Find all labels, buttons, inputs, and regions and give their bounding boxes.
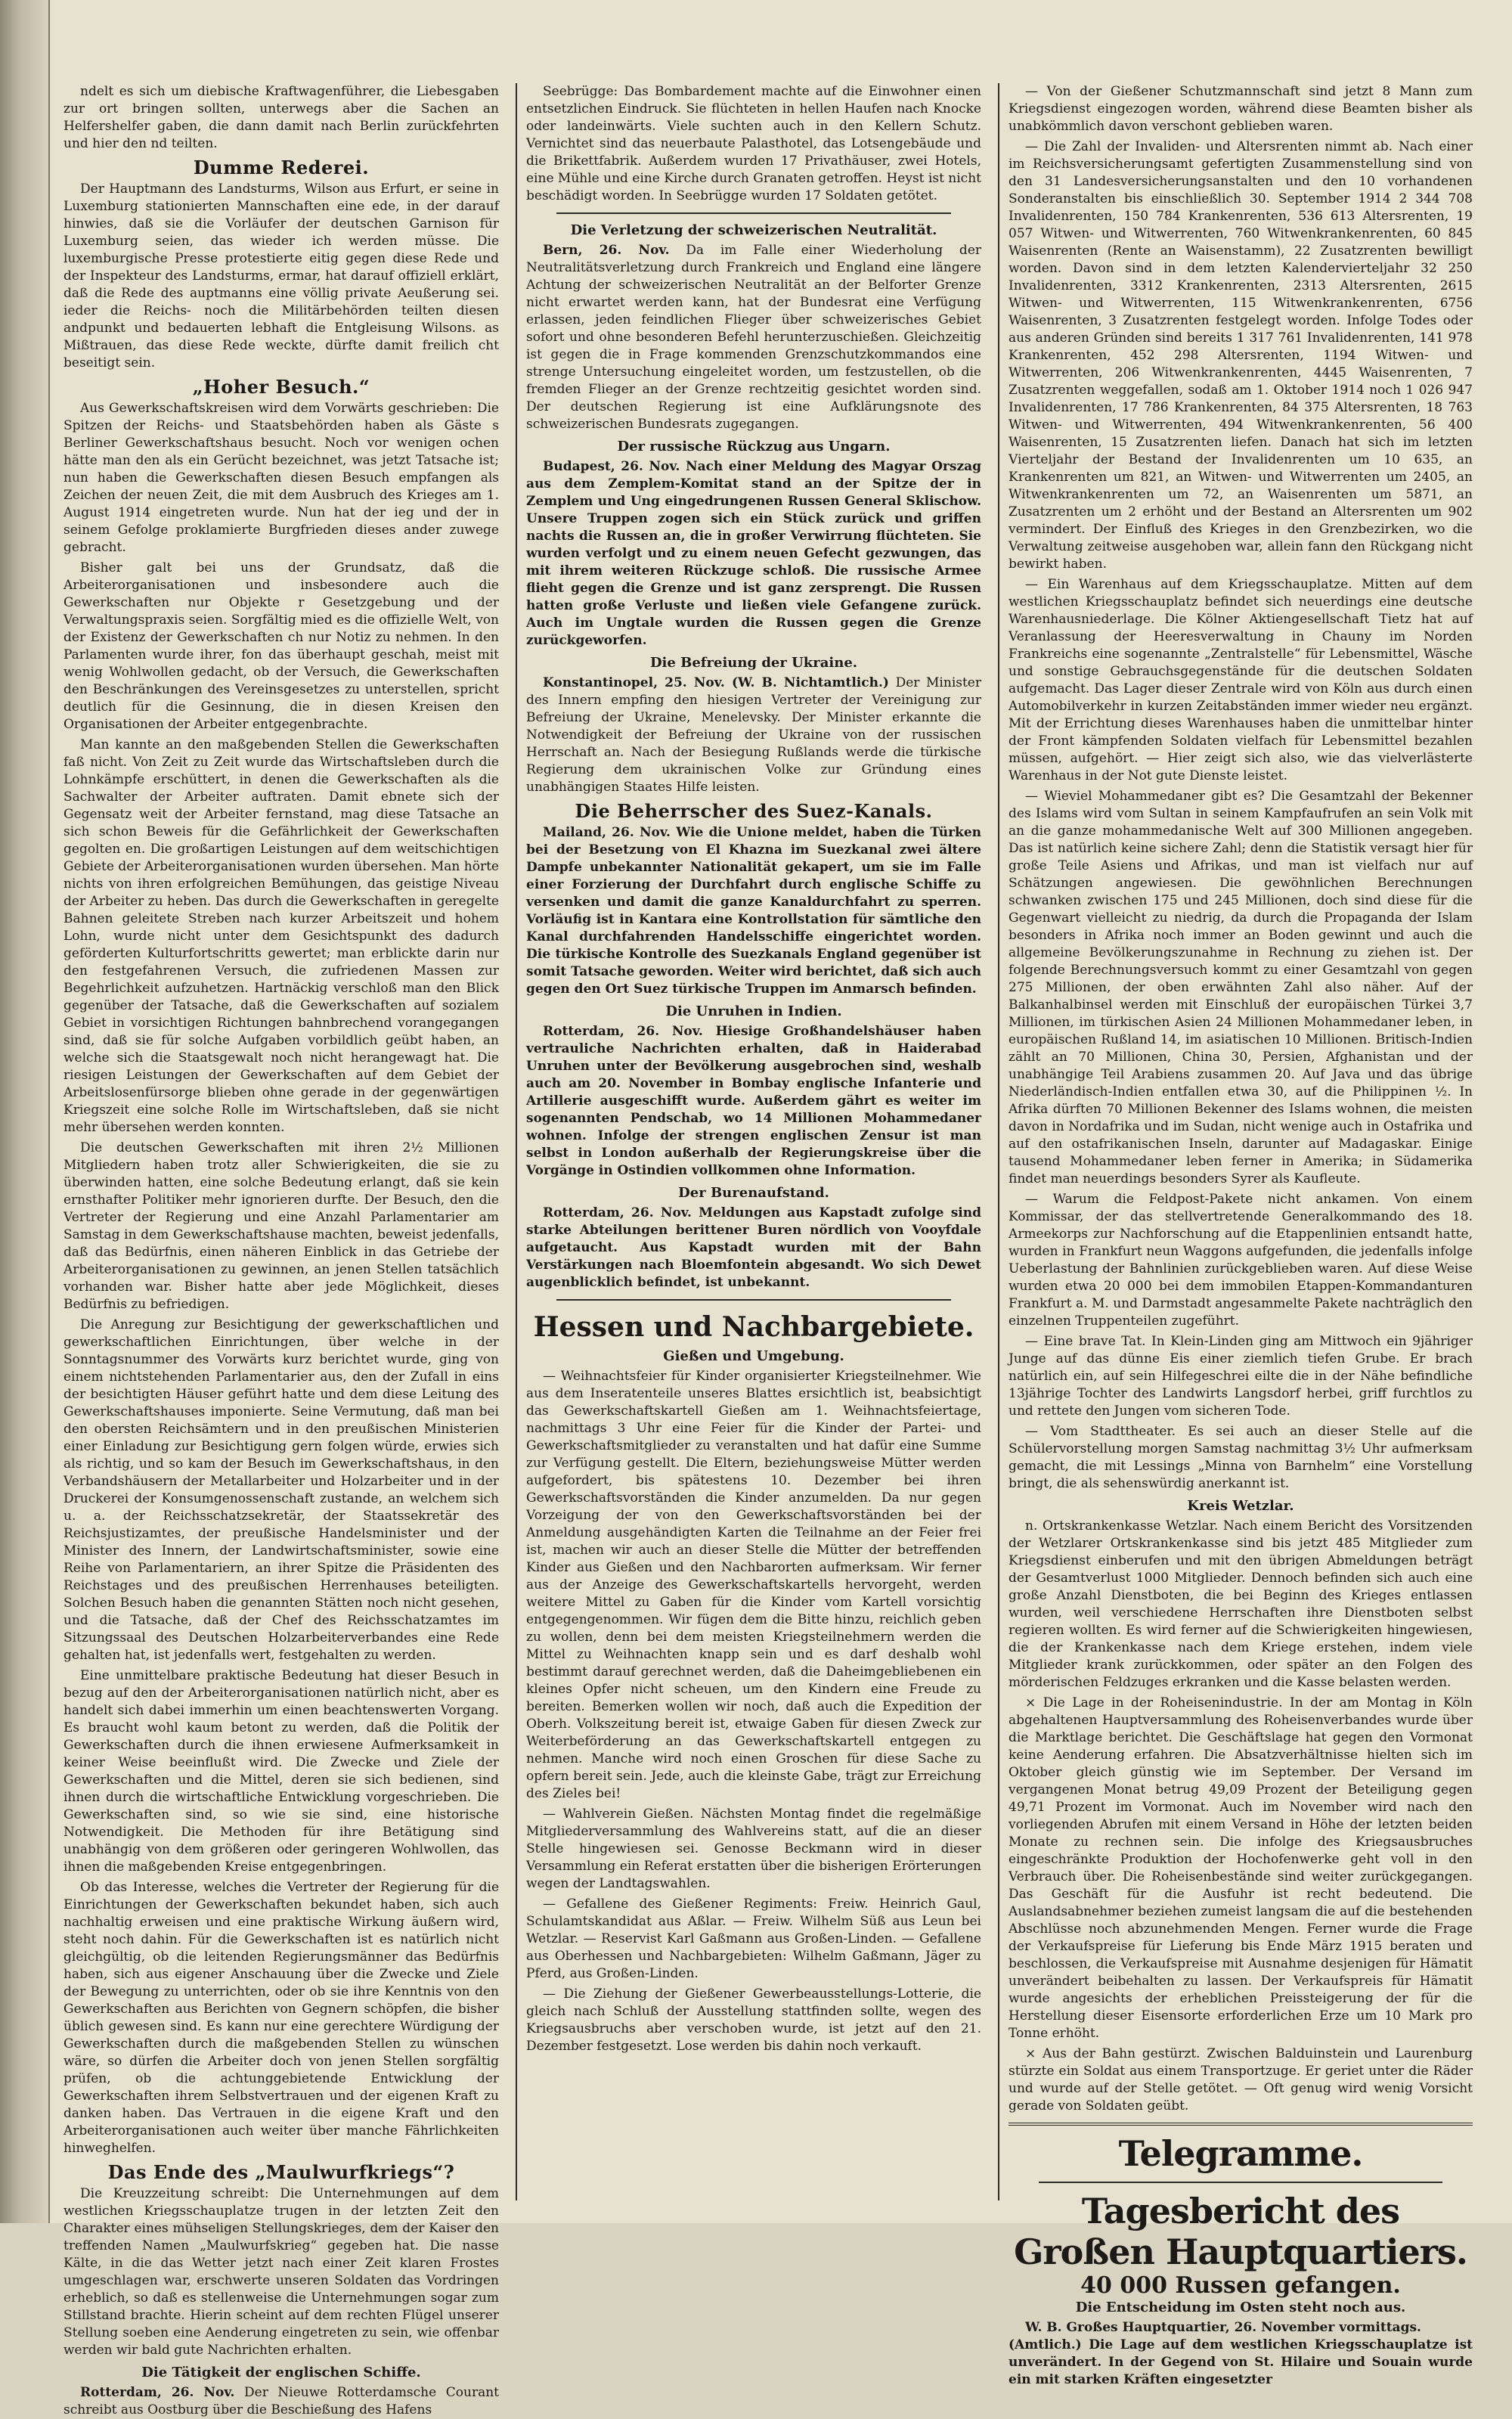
headline-schweiz-neutralitaet: Die Verletzung der schweizerischen Neutralität.	[570, 222, 937, 238]
article-text: Hiesige Großhandelshäuser haben vertrauliche Nachrichten erhalten, daß in Haiderabad Unruhen unter der Bevölkerung ausgebrochen sind, weshalb auch am 20. November in Bombay englische Infanterie und Artillerie ausgeschifft wurde. Außerdem gährt es weiter im sogenannten Pendschab, wo 14 Millionen Mohammedaner wohnen. Infolge der strengen englischen Zensur ist man selbst in London außerhalb der Regierungskreise über die Vorgänge in Ostindien vollkommen ohne Information.	[526, 1024, 981, 1178]
article-paragraph	[1009, 2319, 1473, 2389]
article-paragraph	[526, 1205, 981, 1292]
column-middle	[516, 83, 990, 2200]
section-heading-hessen: Hessen und Nachbargebiete.	[533, 1311, 974, 1343]
article-paragraph	[526, 675, 981, 796]
divider	[556, 212, 951, 214]
local-news-item: — Ein Warenhaus auf dem Kriegsschauplatze. Mitten auf dem westlichen Kriegsschauplatz befindet sich neuerdings eine deutsche Warenhausniederlage. Die Kölner Aktiengesellschaft Tietz hat auf Veranlassung der Heeresverwaltung in Chauny im Norden Frankreichs eine sogenannte „Zentralstelle“ für Lebensmittel, Wäsche und sonstige Gebrauchsgegenstände für die deutschen Soldaten aufgemacht. Das Lager dieser Zentrale wird von Köln aus durch einen Automobilverkehr in kurzen Zeitabständen immer wieder neu ergänzt. Mit der Errichtung dieses Warenhauses haben die unmittelbar hinter der Front kämpfenden Soldaten vielfach für Lebensmittel bezahlen müssen, aufgehört. — Hier zeigt sich also, wie das vielverlästerte Warenhaus in der Not gute Dienste leistet.	[1009, 577, 1473, 783]
article-paragraph: Aus Gewerkschaftskreisen wird dem Vorwärts geschrieben: Die Spitzen der Reichs- und Staatsbehörden haben als Gäste s Berliner Gewerkschaftshaus besucht. Noch vor wenigen ochen hätte man den als ein Gerücht bezeichnet, was jetzt Tatsache ist; nun haben die Gewerkschaften diesen Besuch empfangen als Zeichen der neuen Zeit, die mit dem Ausbruch des Krieges am 1. August 1914 eingetreten wurde. Nun hat der ieg und der in seinem Gefolge proklamierte Burgfrieden dieses ander zuwege gebracht.	[64, 401, 499, 555]
article-paragraph: Die Kreuzzeitung schreibt: Die Unternehmungen auf dem westlichen Kriegsschauplatze trugen in der letzten Zeit den Charakter eines mühseligen Stellungskrieges, dem der Kaiser den treffenden Namen „Maulwurfskrieg“ gegeben hat. Die nasse Kälte, in die das Wetter jetzt nach einer Zeit klaren Frostes umgeschlagen war, erschwerte unseren Soldaten das Vordringen erheblich, so daß es stellenweise die Unternehmungen sogar zum Stillstand brachte. Hierin scheint auf dem rechten Flügel unserer Stellung soeben eine Aenderung eingetreten zu sein, wie offenbar werden wir bald gute Nachrichten erhalten.	[64, 2186, 499, 2358]
article-paragraph	[64, 2384, 499, 2419]
dateline: Konstantinopel, 25. Nov. (W. B. Nichtamtlich.)	[543, 675, 889, 690]
article-text: Nach einer Meldung des Magyar Orszag aus dem Zemplem-Komitat stand an der Spitze der in Zemplem und Ung eingedrungenen Russen General Sklischow. Unsere Truppen zogen sich ein Stück zurück und griffen nachts die Russen an, die in großer Verwirrung flüchteten. Sie wurden verfolgt und zu einem neuen Gefecht gezwungen, das mit ihrem weiteren Rückzuge schloß. Die russische Armee flieht gegen die Grenze und ist ganz zersprengt. Die Russen hatten große Verluste und ließen viele Gefangene zurück. Auch im Ungtale wurden die Russen gegen die Grenze zurückgeworfen.	[526, 459, 982, 648]
dateline: Mailand, 26. Nov.	[543, 825, 671, 840]
divider	[1009, 2123, 1473, 2126]
local-news-item: — Eine brave Tat. In Klein-Linden ging am Mittwoch ein 9jähriger Junge auf das dünne Eis einer ziemlich tiefen Grube. Er brach natürlich ein, auf sein Hilfegeschrei eilte die in der Nähe befindliche 13jährige Tochter des Landwirts Langsdorf herbei, griff furchtlos zu und rettete den Jungen vom sicheren Tode.	[1009, 1334, 1473, 1419]
column-right	[998, 83, 1482, 2387]
article-text: Meldungen aus Kapstadt zufolge sind starke Abteilungen berittener Buren nördlich von Vooyfdale aufgetaucht. Aus Kapstadt wurden mit der Bahn Verstärkungen nach Bloemfontein abgesandt. Wo sich Dewet augenblicklich befindet, ist unbekannt.	[526, 1205, 981, 1290]
local-news-item: — Vom Stadttheater. Es sei auch an dieser Stelle auf die Schülervorstellung morgen Samstag nachmittag 3½ Uhr aufmerksam gemacht, die mit Lessings „Minna von Barnhelm“ eine Vorstellung bringt, die als sehenswürdig anerkannt ist.	[1009, 1424, 1473, 1491]
headline-hoher-besuch: „Hoher Besuch.“	[192, 376, 370, 398]
local-news-item: — Die Ziehung der Gießener Gewerbeausstellungs-Lotterie, die gleich nach Schluß der Ausstellung stattfinden sollte, wegen des Kriegsausbruchs aber verschoben wurde, ist jetzt auf den 21. Dezember festgesetzt. Lose werden bis dahin noch verkauft.	[526, 1986, 981, 2054]
headline-dumme-rederei: Dumme Rederei.	[193, 157, 370, 178]
divider	[1039, 2182, 1442, 2183]
article-paragraph	[526, 824, 981, 998]
article-paragraph: Die deutschen Gewerkschaften mit ihren 2½ Millionen Mitgliedern haben trotz aller Schwierigkeiten, die sie zu überwinden hatten, eine solche Bedeutung erlangt, daß sie kein ernsthafter Politiker mehr ignorieren durfte. Der Besuch, den die Vertreter der Regierung und eine Anzahl Parlamentarier am Samstag in dem Gewerkschaftshause machten, beweist jedenfalls, daß das Bedürfnis, einen näheren Einblick in das Getriebe der Arbeiterorganisationen zu gewinnen, an jenen Stellen tatsächlich vorhanden war. Bisher hatte aber jede Möglichkeit, dieses Bedürfnis zu befriedigen.	[64, 1140, 499, 1312]
headline-suez-kanal: Die Beherrscher des Suez-Kanals.	[575, 800, 933, 822]
local-news-item: — Wieviel Mohammedaner gibt es? Die Gesamtzahl der Bekenner des Islams wird vom Sultan in seinem Kampfaufrufen an sein Volk mit an die ganze mohammedanische Welt auf 300 Millionen angegeben. Das ist natürlich keine sichere Zahl; denn die Statistik versagt hier für große Teile Asiens und Afrikas, und man ist vielfach nur auf Schätzungen angewiesen. Die gewöhnlichen Berechnungen schwanken zwischen 175 und 245 Millionen, doch sind diese für die Gegenwart vielleicht zu niedrig, da durch die Propaganda der Islam besonders in Afrika noch immer an Boden gewinnt und auch die allgemeine Bevölkerungszunahme in Rechnung zu ziehen ist. Der folgende Berechnungsversuch kommt zu einer Gesamtzahl von gegen 275 Millionen, der oben erwähnten Zahl also näher. Auf der Balkanhalbinsel werden mit Einschluß der europäischen Türkei 3,7 Millionen, im türkischen Asien 24 Millionen Mohammedaner leben, in europäischen Rußland 14, im asiatischen 10 Millionen. Britisch-Indien zählt an 70 Millionen, China 30, Persien, Afghanistan und der unabhängige Teil Arabiens zusammen 20. Auf Java und das übrige Niederländisch-Indien entfallen etwa 30, auf die Philippinen ½. In Afrika dürften 70 Millionen Bekenner des Islams wohnen, die meisten davon in Nordafrika und im Sudan, nicht wenige auch in Ostafrika und auf den ostafrikanischen Inseln, darunter auf Madagaskar. Einige tausend Mohammedaner leben ferner in Amerika; in Südamerika findet man neuerdings besonders Syrer als Kaufleute.	[1009, 789, 1473, 1186]
headline-russischer-rueckzug: Der russische Rückzug aus Ungarn.	[617, 439, 891, 454]
local-news-item: — Die Zahl der Invaliden- und Altersrenten nimmt ab. Nach einer im Reichsversicherungsamt gefertigten Zusammenstellung sind von den 31 Landesversicherungsanstalten und den 10 vorhandenen Sonderanstalten bis einschließlich 30. September 1914 2 344 708 Invalidenrenten, 150 784 Krankenrenten, 536 613 Altersrenten, 19 057 Witwen- und Witwerrenten, 760 Witwenkrankenrenten, 60 845 Waisenrenten (Rente an Waisenstamm), 22 Zusatzrenten bewilligt worden. Davon sind in dem letzten Kalendervierteljahr 32 250 Invalidenrenten, 3312 Krankenrenten, 2313 Altersrenten, 2615 Witwen- und Witwerrenten, 115 Witwenkrankenrenten, 6756 Waisenrenten, 3 Zusatzrenten festgelegt worden. Infolge Todes oder aus anderen Gründen sind bereits 1 317 761 Invalidenrenten, 141 978 Krankenrenten, 452 298 Altersrenten, 1194 Witwen- und Witwerrenten, 206 Witwenkrankenrenten, 4445 Waisenrenten, 7 Zusatzrenten weggefallen, sodaß am 1. Oktober 1914 noch 1 026 947 Invalidenrenten, 17 786 Krankenrenten, 84 375 Altersrenten, 18 763 Witwen- und Witwerrenten, 494 Witwenkrankenrenten, 56 400 Waisenrenten, 15 Zusatzrenten liefen. Danach hat sich im letzten Vierteljahr der Bestand der Invalidenrenten um 10 635, an Krankenrenten um 821, an Witwen- und Witwerrenten um 2405, an Witwenkrankenrenten um 72, an Waisenrenten um 5871, an Zusatzrenten um 2 erhöht und der Bestand an Altersrenten um 902 vermindert. Der Einfluß des Krieges in den Grenzbezirken, wo die Verwaltung zeitweise ausgehoben war, allein fann den Rückgang nicht bewirkt haben.	[1009, 139, 1473, 572]
article-paragraph: Eine unmittelbare praktische Bedeutung hat dieser Besuch in bezug auf den der Arbeiterorganisationen natürlich nicht, aber es handelt sich dabei immerhin um einen beachtenswerten Vorgang. Es braucht wohl kaum betont zu werden, daß die Politik der Gewerkschaften durch die ihnen erwiesene Aufmerksamkeit in keiner Weise beeinflußt wird. Die Zwecke und Ziele der Gewerkschaften und die Mittel, deren sie sich bedienen, sind ihnen durch die wirtschaftliche Entwicklung vorgeschrieben. Die Gewerkschaften sind, so wie sie sind, eine historische Notwendigkeit. Die Methoden für ihre Betätigung sind unabhängig von dem größeren oder geringeren Wohlwollen, das ihnen die maßgebenden Kreise entgegenbringen.	[64, 1668, 499, 1875]
headline-unruhen-indien: Die Unruhen in Indien.	[665, 1003, 842, 1019]
article-fragment: ndelt es sich um diebische Kraftwagenführer, die Liebesgaben zur ort bringen sollten, unterwegs aber die Sachen an Helfershelfer gaben, die dann damit nach Berlin zurückfehrten und hier den nd teilten.	[64, 84, 499, 151]
headline-telegramme: Telegramme.	[1118, 2133, 1363, 2174]
article-text: Wie die Unione meldet, haben die Türken bei der Besetzung von El Khazna im Suezkanal zwei ältere Dampfe unbekannter Nationalität gekapert, um sie im Falle einer Forzierung der Durchfahrt durch englische Schiffe zu versenken und damit die ganze Kanaldurchfahrt zu sperren. Vorläufig ist in Kantara eine Kontrollstation für sämtliche den Kanal durchfahrenden Handelsschiffe eingerichtet worden. Die türkische Kontrolle des Suezkanals England gegenüber ist somit Tatsache geworden. Weiter wird berichtet, daß sich auch gegen den Ort Suez türkische Truppen im Anmarsch befinden.	[526, 825, 982, 997]
headline-englische-schiffe: Die Tätigkeit der englischen Schiffe.	[141, 2365, 421, 2380]
local-news-item: × Die Lage in der Roheisenindustrie. In der am Montag in Köln abgehaltenen Hauptversammlung des Roheisenverbandes wurde über die Marktlage berichtet. Die Geschäftslage hat gegen den Vormonat keine Aenderung erfahren. Die Absatzverhältnisse hielten sich im Oktober gleich günstig wie im September. Der Versand im vergangenen Monat betrug 49,09 Prozent der Beteiligung gegen 49,71 Prozent im Vormonat. Auch im November wird nach den vorliegenden Abrufen mit einem Versand in Höhe der letzten beiden Monate zu rechnen sein. Die infolge des Kriegsausbruches eingeschränkte Produktion der Hochofenwerke geht voll in den Verbrauch über. Die Roheisenbestände sind weiter zurückgegangen. Das Geschäft für die Ausfuhr ist recht bedeutend. Die Auslandsabnehmer beziehen zumeist langsam die auf die bestehenden Abschlüsse noch abzunehmenden Mengen. Ferner wurde die Frage der Verkaufspreise für Lieferung bis Ende März 1915 beraten und beschlossen, die Verkaufspreise mit Ausnahme desjenigen für Hämatit unverändert beibehalten zu lassen. Der Verkaufspreis für Hämatit wurde angesichts der erheblichen Preissteigerung der für die Herstellung dieser Eisensorte erforderlichen Erze um 10 Mark pro Tonne erhöht.	[1009, 1695, 1473, 2041]
headline-tagesbericht: Tagesbericht des Großen Hauptquartiers.	[1014, 2191, 1467, 2272]
local-news-item: × Aus der Bahn gestürzt. Zwischen Balduinstein und Laurenburg stürzte ein Soldat aus einem Transportzuge. Er geriet unter die Räder und wurde auf der Stelle getötet. — Oft genug wird wenig Vorsicht gerade von Soldaten geübt.	[1009, 2046, 1473, 2114]
article-paragraph	[526, 1023, 981, 1180]
local-news-item: — Gefallene des Gießener Regiments: Freiw. Heinrich Gaul, Schulamtskandidat aus Aßlar. — Freiw. Wilhelm Süß aus Leun bei Wetzlar. — Reservist Karl Gaßmann aus Großen-Linden. — Gefallene aus Oberhessen und Nachbargebieten: Wilhelm Gaßmann, Jäger zu Pferd, aus Großen-Linden.	[526, 1896, 981, 1981]
article-text: Der Nieuwe Rotterdamsche Courant schreibt aus Oostburg über die Beschießung des Hafens	[64, 2385, 499, 2417]
headline-entscheidung-osten: Die Entscheidung im Osten steht noch aus.	[1075, 2300, 1406, 2315]
headline-russen-gefangen: 40 000 Russen gefangen.	[1080, 2272, 1401, 2299]
article-paragraph: Die Anregung zur Besichtigung der gewerkschaftlichen und gewerkschaftlichen Einrichtungen, über welche in der Sonntagsnummer des Vorwärts kurz berichtet wurde, ging von einem nichtstehenden Parlamentarier aus, den der Zufall in eins der besichtigten Häuser geführt hatte und dem diese Leitung des Gewerkschaftshauses imponierte. Seine Vermutung, daß man bei den obersten Reichsämtern und in den preußischen Ministerien einer Einladung zur Besichtigung gern folgen würde, erwies sich als richtig, und so kam der Besuch im Gewerkschaftshaus, in den Verbandshäusern der Metallarbeiter und Holzarbeiter und in der Druckerei der Konsumgenossenschaft zustande, an welchem sich u. a. der Reichsschatzsekretär, der Staatssekretär des Reichsjustizamtes, der preußische Handelsminister und der Minister des Innern, der Landwirtschaftsminister, sowie eine Reihe von Parlamentariern, an ihrer Spitze die Präsidenten des Reichstages und des preußischen Herrenhauses beteiligten. Solchen Besuch haben die genannten Stätten noch nicht gesehen, und die Tatsache, daß der Chef des Reichsschatzamtes im Sitzungssaal des Deutschen Holzarbeiterverbandes eine Rede gehalten hat, ist jedenfalls wert, festgehalten zu werden.	[64, 1317, 499, 1663]
article-paragraph: Man kannte an den maßgebenden Stellen die Gewerkschaften faß nicht. Von Zeit zu Zeit wurde das Wirtschaftsleben durch die Lohnkämpfe erschüttert, in denen die Gewerkschaften als die Sachwalter der Arbeiter auftraten. Damit ebnete sich der Gegensatz weit der Arbeiter fernstand, mag diese Tatsache an sich schon Beweis für die Gefährlichkeit der Gewerkschaften gegolten en. Die großartigen Leistungen auf dem weitschichtigen Gebiete der Arbeiterorganisationen wurden übersehen. Man hörte nichts von ihren erfolgreichen Bemühungen, das geistige Niveau der Arbeiter zu heben. Das durch die Gewerkschaften in geregelte Bahnen geleitete Streben nach kurzer Arbeitszeit und hohem Lohn, wurde nicht unter dem Gesichtspunkt des dadurch geförderten Kulturfortschritts gewertet; man erblickte darin nur den festgefahrenen Versuch, die zufriedenen Massen zur Begehrlichkeit aufzuhetzen. Hartnäckig verschloß man den Blick gegenüber der Tatsache, daß die Gewerkschaften auf sozialem Gebiet in vorsichtigen Richtungen bahnbrechend vorangegangen sind, daß sie für solche Aufgaben vorbildlich geübt haben, an welche sich die Staatsgewalt noch nicht herangewagt hat. Die riesigen Leistungen der Gewerkschaften auf dem Gebiet der Arbeitslosenfürsorge blieben ohne gerade in der gegenwärtigen Kriegszeit eine solche Rolle im Wirtschaftsleben, daß sie nicht mehr übersehen werden konnten.	[64, 737, 499, 1135]
dateline: Bern, 26. Nov.	[543, 243, 670, 258]
article-paragraph: Ob das Interesse, welches die Vertreter der Regierung für die Einrichtungen der Gewerkschaften bekundet haben, sich auch nachhaltig erweisen und eine praktische Wirkung äußern wird, steht noch dahin. Für die Gewerkschaften ist es natürlich nicht gleichgültig, ob die leitenden Regierungsmänner das Bedürfnis haben, sich aus eigener Anschauung über die Zwecke und Ziele der Bewegung zu unterrichten, oder ob sie ihre Kenntnis von den Gewerkschaften aus Berichten von Gegnern schöpfen, die bisher üblich gewesen sind. Es kann nur eine gerechtere Würdigung der Gewerkschaften durch die maßgebenden Stellen zu wünschen wäre, so dürfen die Arbeiter doch von jenen Stellen sorgfältig prüfen, ob die achtunggebietende Entwicklung der Gewerkschaften ihrem Selbstvertrauen und der eigenen Kraft zu danken haben. Das Vertrauen in die eigene Kraft und den Arbeiterorganisationen auch weiter über manche Fährlichkeiten hinweghelfen.	[64, 1880, 499, 2156]
dateline: Rotterdam, 26. Nov.	[80, 2385, 235, 2400]
local-news-item: — Warum die Feldpost-Pakete nicht ankamen. Von einem Kommissar, der das stellvertretende Generalkommando des 18. Armeekorps zur Nachforschung auf die Etappenlinien entsandt hatte, wurden in Frankfurt neun Waggons aufgefunden, die jedenfalls infolge Ueberlastung der Bahnlinien zurückgeblieben waren. Auf diese Weise wurden etwa 20 000 bei dem immobilen Etappen-Kommandanturen Frankfurt a. M. und Darmstadt angesammelte Pakete nachträglich den einzelnen Truppenteilen zugeführt.	[1009, 1192, 1473, 1329]
local-news-item: n. Ortskrankenkasse Wetzlar. Nach einem Bericht des Vorsitzenden der Wetzlarer Ortskrankenkasse sind bis jetzt 485 Mitglieder zum Kriegsdienst einberufen und mit den übrigen Abmeldungen beträgt der Gesamtverlust 1000 Mitglieder. Dennoch befinden sich auch eine große Anzahl Dienstboten, die bei Beginn des Krieges entlassen wurden, weil verschiedene Herrschaften ihre Dienstboten selbst regieren wollten. Es wird ferner auf die Schwierigkeiten hingewiesen, die der Krankenkasse nach dem Kriege erstehen, indem viele Mitglieder krank zurückkommen, oder später an den Folgen des mörderischen Feldzuges erkranken und die Kasse belasten werden.	[1009, 1518, 1473, 1690]
page-binding-edge	[0, 0, 50, 2223]
column-left	[54, 83, 508, 2417]
headline-maulwurfkrieg: Das Ende des „Maulwurfkriegs“?	[107, 2161, 455, 2183]
article-fragment: Seebrügge: Das Bombardement machte auf die Einwohner einen entsetzlichen Eindruck. Sie flüchteten in hellen Haufen nach Knocke oder landeinwärts. Viele suchten auch in den Kellern Schutz. Vernichtet sind das neuerbaute Palasthotel, das Lotsengebäude und die Brikettfabrik. Außerdem wurden 17 Privathäuser, zwei Hotels, eine Mühle und eine Kirche durch Granaten getroffen. Heyst ist nicht beschädigt worden. In Seebrügge wurden 17 Soldaten getötet.	[526, 84, 981, 203]
article-text: (Amtlich.) Die Lage auf dem westlichen Kriegsschauplatze ist unverändert. In der Gegend von St. Hilaire und Souain wurde ein mit starken Kräften eingesetzter	[1009, 2337, 1473, 2387]
article-paragraph	[526, 242, 981, 433]
local-news-item: — Weihnachtsfeier für Kinder organisierter Kriegsteilnehmer. Wie aus dem Inseratenteile unseres Blattes ersichtlich ist, beabsichtigt das Gewerkschaftskartell Gießen am 1. Weihnachtsfeiertage, nachmittags 3 Uhr eine Feier für die Kinder der Partei- und Gewerkschaftsmitglieder zu veranstalten und hat dafür eine Summe zur Verfügung gestellt. Die Eltern, beziehungsweise Mütter werden aufgefordert, bis spätestens 10. Dezember bei ihren Gewerkschaftsvorständen die Kinder anzumelden. Da nur gegen Vorzeigung der von den Gewerkschaftsvorständen bei der Anmeldung ausgehändigten Karten die Teilnahme an der Feier frei ist, machen wir auch an dieser Stelle die Mütter der betreffenden Kinder aus Gießen und den Nachbarorten aufmerksam. Wir ferner aus der Anzeige des Gewerkschaftskartells hervorgeht, werden weitere Mittel zu Gaben für die Kinder vom Kartell vorsichtig entgegengenommen. Wir fügen dem die Bitte hinzu, reichlich geben zu wollen, denn bei dem meisten Kriegsteilnehmern werden die Mittel zu Weihnachten knapp sein und es darf deshalb wohl bestimmt darauf gerechnet werden, daß die Daheimgebliebenen ein kleines Opfer nicht scheuen, um den Kindern eine Freude zu bereiten. Bemerken wollen wir noch, daß auch die Expedition der Oberh. Volkszeitung bereit ist, etwaige Gaben für diesen Zweck zur Weiterbeförderung an das Gewerkschaftskartell entgegen zu nehmen. Manche wird noch einen Groschen für diese Sache zu opfern bereit sein. Jede, auch die kleinste Gabe, trägt zur Erreichung des Zieles bei!	[526, 1369, 981, 1801]
article-paragraph: Der Hauptmann des Landsturms, Wilson aus Erfurt, er seine in Luxemburg stationierten Mannschaften eine ede, in der darauf hinwies, daß sie die Vorläufer der deutschen Garnison für Luxemburg seien, das wieder ich werden müsse. Die luxemburgische Presse protestierte eitig gegen diese Rede und der Inspekteur des Landsturms, ermar, hat darauf offiziell erklärt, daß die Rede des auptmanns eine völlig private Aeußerung sei. ieder die Reichs- noch die Militärbehörden teilten diesen andpunkt und bedauerten lebhaft die Entgleisung Wilsons. as Mißtrauen, das diese Rede weckte, dürfte damit freilich cht beseitigt sein.	[64, 181, 499, 371]
local-news-item: — Wahlverein Gießen. Nächsten Montag findet die regelmäßige Mitgliederversammlung des Wahlvereins statt, auf die an dieser Stelle hingewiesen sei. Genosse Beckmann wird in dieser Versammlung ein Referat erstatten über die bisherigen Erörterungen wegen der Landtagswahlen.	[526, 1806, 981, 1891]
dateline: Budapest, 26. Nov.	[543, 459, 680, 474]
headline-ukraine: Die Befreiung der Ukraine.	[649, 655, 858, 671]
dateline: W. B. Großes Hauptquartier, 26. November vormittags.	[1025, 2320, 1421, 2335]
dateline: Rotterdam, 26. Nov.	[543, 1024, 703, 1039]
article-text: Der Minister des Innern empfing den hiesigen Vertreter der Vereinigung zur Befreiung der Ukraine, Menelevsky. Der Minister erkannte die Notwendigkeit der Befreiung der Ukraine von der russischen Herrschaft an. Nach der Besiegung Rußlands werde die türkische Regierung dem ukrainischen Volke zur Gründung eines unabhängigen Staates Hilfe leisten.	[526, 675, 981, 795]
article-text: Da im Falle einer Wiederholung der Neutralitätsverletzung durch Frankreich und England eine längere Achtung der schweizerischen Neutralität an der Belforter Grenze nicht erwartet werden kann, hat der Bundesrat eine Verfügung erlassen, jeden feindlichen Flieger über schweizerisches Gebiet sofort und ohne besonderen Befehl herunterzuschießen. Gleichzeitig ist gegen die in Frage kommenden Grenzschutzkommandos eine strenge Untersuchung eingeleitet worden, um festzustellen, ob die fremden Flieger an der Grenze rechtzeitig gesichtet worden sind. Der deutschen Regierung ist eine Aufklärungsnote des schweizerischen Bundesrats zugegangen.	[526, 243, 982, 432]
subsection-kreis-wetzlar: Kreis Wetzlar.	[1187, 1498, 1294, 1514]
subsection-giessen: Gießen und Umgebung.	[663, 1348, 844, 1364]
local-news-item: — Von der Gießener Schutzmannschaft sind jetzt 8 Mann zum Kriegsdienst eingezogen worden, während diese Beamten bisher als unabkömmlich davon verschont geblieben waren.	[1009, 84, 1473, 134]
article-paragraph: Bisher galt bei uns der Grundsatz, daß die Arbeiterorganisationen und insbesondere auch die Gewerkschaften nur Objekte r Gesetzgebung und der Verwaltungspraxis seien. Sorgfältig mied es die offizielle Welt, von der Existenz der Gewerkschaften ch nur Notiz zu nehmen. In den Parlamenten wurde ihrer, fon das überhaupt geschah, meist mit wenig Wohlwollen gedacht, ob der Versuch, die Gewerkschaften den Beschränkungen des Vereinsgesetzes zu unterstellen, spricht deutlich für die Gesinnung, die in diesen Kreisen den Organisationen der Arbeiter entgegenbrachte.	[64, 560, 499, 732]
headline-burenaufstand: Der Burenaufstand.	[678, 1185, 829, 1201]
article-paragraph	[526, 458, 981, 650]
dateline: Rotterdam, 26. Nov.	[543, 1205, 692, 1220]
divider	[556, 1299, 951, 1301]
